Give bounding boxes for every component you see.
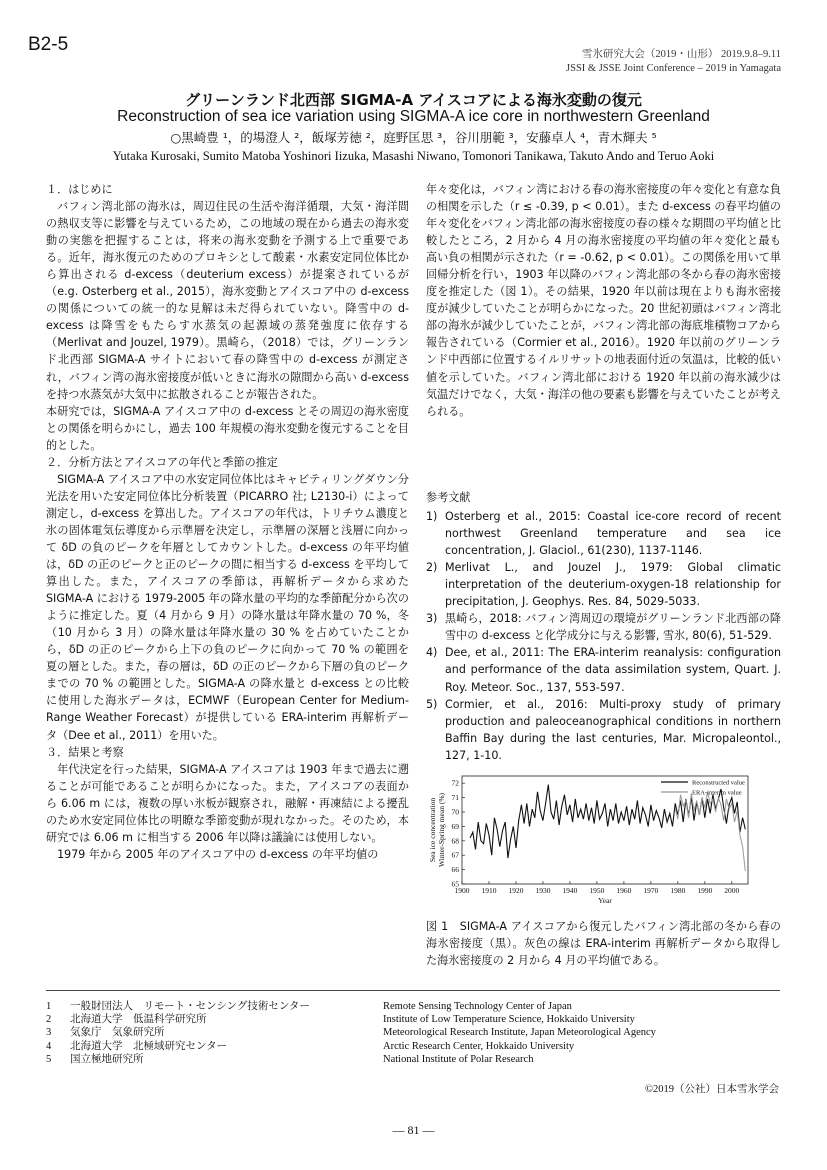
reference-list <box>426 508 781 764</box>
affiliation-number: 5 <box>46 1053 52 1065</box>
authors-ja: ○黒崎豊 ¹，的場澄人 ²，飯塚芳徳 ²，庭野匡思 ³，谷川朋範 ³，安藤卓人 ⁴，青木輝夫 ⁵ <box>170 130 657 145</box>
section-heading: ２．分析方法とアイスコアの年代と季節の推定 <box>46 455 278 469</box>
reference-text: Merlivat L., and Jouzel J., 1979: Global climatic interpretation of the deuterium-oxygen-18 relationship for precipitation, J. Geophys. Res. 84, 5029-5033. <box>445 561 781 609</box>
session-code: B2-5 <box>28 34 69 55</box>
x-tick-label: 1970 <box>643 886 659 895</box>
affiliation-ja <box>46 1040 310 1053</box>
y-tick-label: 70 <box>451 807 459 817</box>
reference-item <box>426 508 781 559</box>
x-tick-label: 2000 <box>724 886 740 895</box>
page-number: — 81 — <box>392 1123 435 1137</box>
paragraph: SIGMA-A アイスコア中の水安定同位体比はキャビティリングダウン分光法を用いた安定同位体比分析装置（PICARRO 社; L2130-i）によって測定し，d-excess を算出した。アイスコアの年代は，トリチウム濃度と氷の固体電気伝導度から示準層を決定し，示準層の深層と浅層に向かって δD の負のピークを年層としてカウントした。d-excess の年平均値は，δD の正のピークと正のピークの間に相当する d-excess を平均して算出した。また，アイスコアの季節は，再解析データから求めた SIGMA-A における 1979-2005 年の降水量の平均的な季節配分から次のように推定した。夏（4 月から 9 月）の降水量は年降水量の 70 %，冬（10 月から 3 月）の降水量は年降水量の 30 % を占めていたことから，δD の正のピークから上下の負のピークに向かって 70 % の範囲を夏の層とした。また，春の層は，δD の正のピークから下層の負のピークまでの 70 % の範囲とした。SIGMA-A の降水量と d-excess との比較に使用した海氷データは，ECMWF（European Center for Medium-Range Weather Forecast）が提供している ERA-interim 再解析データ（Dee et al., 2011）を用いた。 <box>46 472 409 742</box>
section-heading: １．はじめに <box>46 183 113 196</box>
affiliation-en: Institute of Low Temperature Science, Hokkaido University <box>383 1014 635 1026</box>
left-column <box>46 181 409 863</box>
figure-caption: 図 1 SIGMA-A アイスコアから復元したバフィン湾北部の冬から春の海氷密接度（黒）。灰色の線は ERA-interim 再解析データから取得した海氷密接度の 2 月から 4 月の平均値である。 <box>426 920 781 968</box>
authors-en: Yutaka Kurosaki, Sumito Matoba Yoshinori Iizuka, Masashi Niwano, Tomonori Tanikawa, Takuto Ando and Teruo Aoki <box>112 149 715 163</box>
reference-item <box>426 610 781 644</box>
sea-ice-chart <box>426 770 781 912</box>
affiliations-en <box>383 1000 656 1066</box>
paragraph: 本研究では，SIGMA-A アイスコア中の d-excess とその周辺の海氷密度との関係を明らかにし，過去 100 年規模の海氷変動を復元することを目的とした。 <box>46 404 409 452</box>
reference-text: Dee, et al., 2011: The ERA-interim reanalysis: configuration and performance of the data assimilation system, Quart. J. Roy. Meteor. Soc., 137, 553-597. <box>445 646 781 694</box>
affiliation-name-ja: 北海道大学 低温科学研究所 <box>70 1014 207 1026</box>
paragraph: 年代決定を行った結果，SIGMA-A アイスコアは 1903 年まで過去に遡ることが可能であることが明らかになった。また，アイスコアの表面から 6.06 m には，複数の厚い氷板が観察され，融解・再凍結による擾乱のため水安定同位体比の明瞭な季節変動が現れなかった。そのため，本研究では 6.06 m に相当する 2006 年以降は議論には使用しない。 <box>46 762 409 844</box>
affiliation-number: 2 <box>46 1014 52 1026</box>
affiliation-en: National Institute of Polar Research <box>383 1053 534 1065</box>
x-tick-label: 1960 <box>616 886 632 895</box>
x-tick-label: 1990 <box>697 886 713 895</box>
affiliation-ja <box>46 1000 310 1013</box>
affiliation-number: 3 <box>46 1027 52 1039</box>
y-axis-label: Winter-Spring mean (%) <box>437 792 446 868</box>
affiliation-number: 4 <box>46 1040 52 1052</box>
x-axis-label: Year <box>598 896 612 905</box>
affiliation-name-ja: 気象庁 気象研究所 <box>70 1027 165 1039</box>
affiliation-number: 1 <box>46 1001 52 1012</box>
y-tick-label: 69 <box>451 821 459 831</box>
paper-title-ja: グリーンランド北西部 SIGMA-A アイスコアによる海氷変動の復元 <box>185 91 642 109</box>
reference-number: 2) <box>426 561 438 575</box>
y-tick-label: 65 <box>451 879 459 889</box>
reference-item <box>426 644 781 695</box>
x-tick-label: 1950 <box>589 886 605 895</box>
y-axis-label: Sea ice concentration <box>428 797 437 863</box>
affiliation-en: Arctic Research Center, Hokkaido University <box>383 1040 575 1052</box>
reference-number: 3) <box>426 612 438 626</box>
reference-number: 5) <box>426 697 438 711</box>
affiliation-ja <box>46 1013 310 1026</box>
legend-label: Reconstructed value <box>692 779 745 787</box>
affiliation-name-ja: 一般財団法人 リモート・センシング技術センター <box>70 1001 310 1012</box>
copyright: ©2019（公社）日本雪氷学会 <box>645 1084 779 1095</box>
y-tick-label: 68 <box>451 836 459 846</box>
section-heading: ３．結果と考察 <box>46 745 124 759</box>
paragraph: バフィン湾北部の海氷は，周辺住民の生活や海洋循環，大気・海洋間の熱収支等に影響を与えているため，この地域の現在から過去の海氷変動の実態を把握することは，将来の海氷変動を予測する上で重要である。近年，海氷復元のためのプロキシとして酸素・水素安定同位体比から算出される d-excess（deuterium excess）が提案されているが（e.g. Osterberg et al., 2015），海氷変動とアイスコア中の d-excess の関係についての統一的な見解は未だ得られていない。降雪中の d-excess は降雪をもたらす水蒸気の起源域の蒸発強度に依存する（Merlivat and Jouzel, 1979）。黒崎ら，（2018）では，グリーンランド北西部 SIGMA-A サイトにおいて春の降雪中の d-excess が測定され，バフィン湾の海氷密接度が低いときに海氷の隙間から高い d-excess を持つ水蒸気が大気中に拡散されることが報告された。 <box>46 200 409 401</box>
x-tick-label: 1980 <box>670 886 686 895</box>
reference-number: 1) <box>426 510 438 524</box>
reference-number: 4) <box>426 646 438 660</box>
legend-label: ERA-interim value <box>692 789 742 797</box>
reference-text: Osterberg et al., 2015: Coastal ice-core record of recent northwest Greenland temperature and sea ice concentration, J. Glaciol., 61(230), 1137-1146. <box>445 510 781 558</box>
x-tick-label: 1920 <box>508 886 524 895</box>
right-column <box>426 181 781 420</box>
x-tick-label: 1930 <box>535 886 551 895</box>
affiliation-ja <box>46 1053 310 1066</box>
reference-item <box>426 559 781 610</box>
paragraph: 年々変化は，バフィン湾における春の海氷密接度の年々変化と有意な負の相関を示した（r ≤ -0.39, p < 0.01）。また d-excess の春平均値の年々変化をバフィン湾北部の海氷密接度の春の様々な期間の平均値と比較したところ，2 月から 4 月の海氷密接度の平均値の年々変化と最も高い負の相関が示された（r = -0.62, p < 0.01）。この関係を用いて単回帰分析を行い，1903 年以降のバフィン湾北部の冬から春の海氷密接度を推定した（図 1）。その結果，1920 年以前は現在よりも海氷密接度が減少していたことが明らかになった。20 世紀初頭はバフィン湾北部の海氷が減少していたことが，バフィン湾北部の海底堆積物コアから報告されている（Cormier et al., 2016）。1920 年以前のグリーンランド中西部に位置するイルリサットの地表面付近の気温は，比較的低い値を示していた。バフィン湾北部における 1920 年以前の海氷減少は気温だけでなく，大気・海洋の他の要素も影響を与えていたことが考えられる。 <box>426 183 781 418</box>
affiliation-en: Meteorological Research Institute, Japan Meteorological Agency <box>383 1027 656 1039</box>
references <box>426 489 781 764</box>
reference-item <box>426 696 781 764</box>
affiliations-ja <box>46 1000 310 1066</box>
x-tick-label: 1900 <box>454 886 470 895</box>
paper-title-en: Reconstruction of sea ice variation using SIGMA-A ice core in northwestern Greenland <box>117 108 710 125</box>
x-tick-label: 1910 <box>481 886 497 895</box>
affiliation-ja <box>46 1026 310 1039</box>
reference-text: 黒崎ら，2018: バフィン湾周辺の環境がグリーンランド北西部の降雪中の d-excess と化学成分に与える影響, 雪氷, 80(6), 51-529. <box>445 612 781 643</box>
conference-title-en: JSSI & JSSE Joint Conference – 2019 in Yamagata <box>566 63 781 74</box>
affiliation-en: Remote Sensing Technology Center of Japan <box>383 1001 572 1012</box>
y-tick-label: 67 <box>451 850 459 860</box>
reference-text: Cormier, et al., 2016: Multi-proxy study of primary production and paleoceanographical conditions in northern Baffin Bay during the last centuries, Mar. Micropaleontol., 127, 1-10. <box>445 697 781 762</box>
references-heading: 参考文献 <box>426 491 471 504</box>
footnote-divider <box>46 990 780 991</box>
y-tick-label: 72 <box>451 778 459 788</box>
paragraph: 1979 年から 2005 年のアイスコア中の d-excess の年平均値の <box>57 847 379 861</box>
affiliation-name-ja: 国立極地研究所 <box>70 1053 144 1065</box>
y-tick-label: 66 <box>451 865 459 875</box>
conference-title-ja: 雪氷研究大会（2019・山形） 2019.9.8–9.11 <box>581 49 781 60</box>
y-tick-label: 71 <box>451 793 459 803</box>
affiliation-name-ja: 北海道大学 北極域研究センター <box>70 1040 228 1052</box>
x-tick-label: 1940 <box>562 886 578 895</box>
